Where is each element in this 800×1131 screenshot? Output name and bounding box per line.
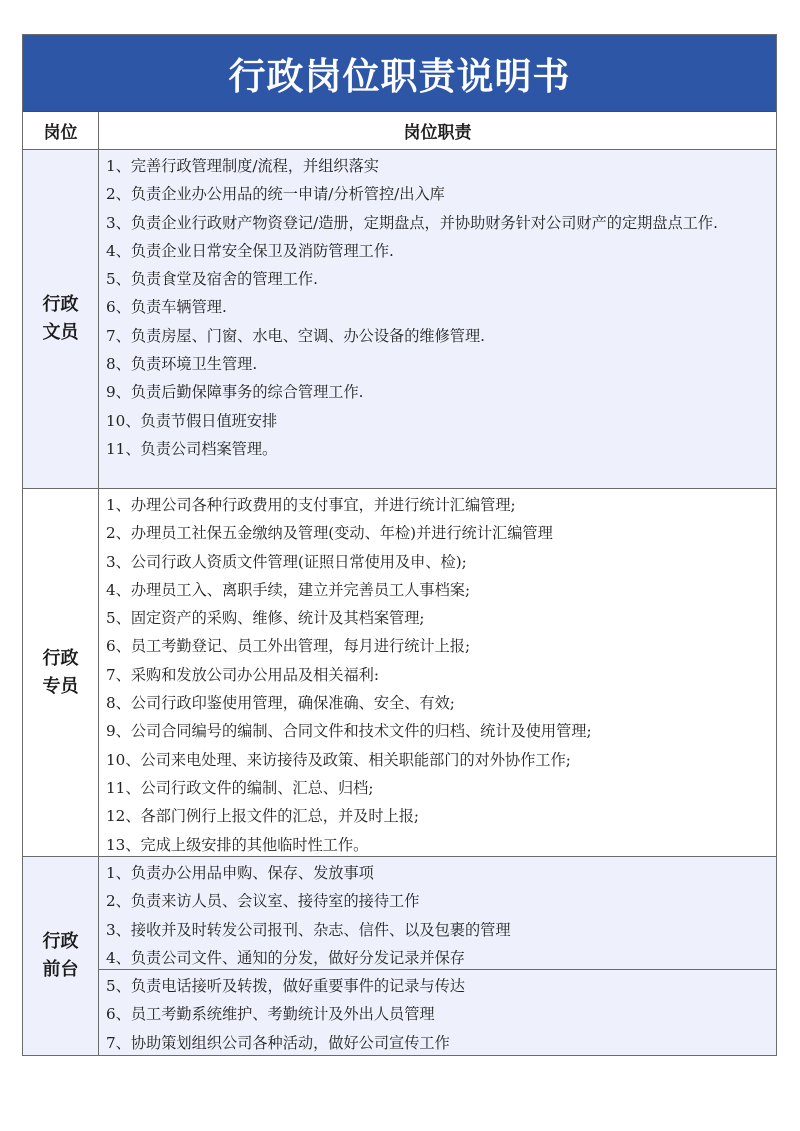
duty-item: 7、负责房屋、门窗、水电、空调、办公设备的维修管理. — [106, 326, 485, 345]
duty-item: 4、办理员工入、离职手续，建立并完善员工人事档案; — [106, 580, 471, 599]
duty-item: 6、负责车辆管理. — [106, 298, 227, 317]
table-header-row — [23, 112, 776, 150]
table-row-admin-reception — [23, 857, 776, 1055]
header-position-label: 岗位 — [43, 123, 78, 143]
duty-item: 1、完善行政管理制度/流程，并组织落实 — [106, 157, 379, 175]
duty-item: 9、公司合同编号的编制、合同文件和技术文件的归档、统计及使用管理; — [106, 722, 592, 741]
duty-item: 10、公司来电处理、来访接待及政策、相关职能部门的对外协作工作; — [106, 750, 571, 769]
duty-item: 1、负责办公用品申购、保存、发放事项 — [106, 864, 374, 882]
duties-cell — [99, 150, 776, 488]
title-band — [23, 35, 776, 112]
header-cell-position — [23, 112, 99, 149]
duty-item: 4、负责企业日常安全保卫及消防管理工作. — [106, 241, 394, 260]
duty-item: 9、负责后勤保障事务的综合管理工作. — [106, 383, 364, 402]
duty-item: 5、负责食堂及宿舍的管理工作. — [106, 270, 318, 289]
duty-item: 5、负责电话接听及转拨，做好重要事件的记录与传达 — [106, 977, 465, 995]
duties-cell — [99, 857, 776, 1055]
role-label: 行政 文员 — [42, 294, 79, 343]
duty-item: 8、负责环境卫生管理. — [106, 355, 258, 374]
role-cell — [23, 489, 99, 856]
duty-item: 4、负责公司文件、通知的分发，做好分发记录并保存 — [106, 948, 465, 967]
role-label: 行政 专员 — [42, 647, 79, 697]
duty-item: 2、负责来访人员、会议室、接待室的接待工作 — [106, 892, 420, 911]
role-cell — [23, 857, 99, 1055]
table-row-admin-clerk — [23, 150, 776, 489]
role-cell — [23, 150, 99, 488]
duty-item: 2、负责企业办公用品的统一申请/分析管控/出入库 — [106, 185, 445, 204]
duty-item: 1、办理公司各种行政费用的支付事宜，并进行统计汇编管理; — [106, 496, 516, 514]
duty-item: 13、完成上级安排的其他临时性工作。 — [106, 835, 369, 854]
duty-item: 10、负责节假日值班安排 — [106, 411, 278, 430]
job-description-table — [22, 34, 777, 1056]
document-title: 行政岗位职责说明书 — [228, 55, 571, 98]
duties-block-b — [99, 970, 776, 1059]
duty-item: 3、接收并及时转发公司报刊、杂志、信件、以及包裹的管理 — [106, 920, 511, 939]
duty-item: 7、采购和发放公司办公用品及相关福利: — [106, 665, 379, 684]
duty-item: 11、公司行政文件的编制、汇总、归档; — [106, 778, 374, 797]
duty-item: 5、固定资产的采购、维修、统计及其档案管理; — [106, 609, 425, 628]
duty-item: 2、办理员工社保五金缴纳及管理(变动、年检)并进行统计汇编管理 — [106, 524, 553, 543]
duty-item: 6、员工考勤系统维护、考勤统计及外出人员管理 — [106, 1005, 435, 1024]
table-row-admin-specialist — [23, 489, 776, 857]
duty-item: 6、员工考勤登记、员工外出管理，每月进行统计上报; — [106, 637, 471, 656]
duties-cell — [99, 489, 776, 856]
duty-item: 8、公司行政印鉴使用管理，确保准确、安全、有效; — [106, 694, 455, 713]
duty-item: 11、负责公司档案管理。 — [106, 439, 278, 458]
duty-item: 3、负责企业行政财产物资登记/造册，定期盘点，并协助财务针对公司财产的定期盘点工作. — [106, 213, 718, 232]
duty-item: 7、协助策划组织公司各种活动，做好公司宣传工作 — [106, 1033, 450, 1052]
header-duties-label: 岗位职责 — [403, 123, 472, 143]
duty-item: 3、公司行政人资质文件管理(证照日常使用及申、检); — [106, 552, 467, 571]
role-label: 行政 前台 — [42, 931, 79, 980]
duty-item: 12、各部门例行上报文件的汇总，并及时上报; — [106, 807, 420, 826]
header-cell-duties — [99, 112, 776, 149]
duties-block-a — [99, 857, 776, 970]
